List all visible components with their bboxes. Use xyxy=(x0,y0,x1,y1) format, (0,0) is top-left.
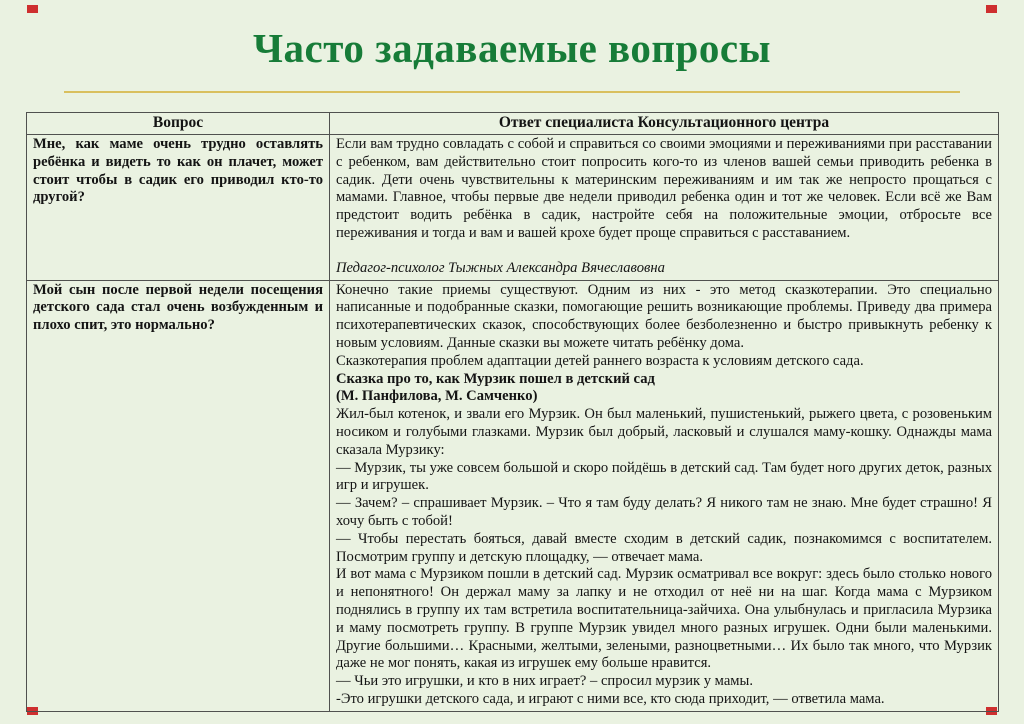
answer-paragraph: Сказкотерапия проблем адаптации детей раннего возраста к условиям детского сада. xyxy=(336,352,864,369)
answer-paragraph: -Это игрушки детского сада, и играют с ними все, кто сюда приходит, — ответила мама. xyxy=(336,690,885,707)
corner-marker xyxy=(27,5,38,13)
answer-cell xyxy=(330,280,999,711)
answer-paragraph: Если вам трудно совладать с собой и справиться со своими эмоциями и переживаниями при расставании с ребенком, вам действительно стоит попросить кого-то из членов вашей семьи приводить ребенка в садик. Дети очень чувствительны к материнским переживаниям и им так же непросто прощаться с мамами. Главное, чтобы первые две недели приводил ребенка один и тот же человек. Если всё же Вам предстоит водить ребёнка в садик, настройте себя на положительные эмоции, отбросьте все переживания и тогда и вам и вашей крохе будет проще справиться с расставанием. xyxy=(336,136,992,241)
table-row xyxy=(27,280,999,711)
faq-table xyxy=(26,112,999,712)
answer-paragraph: Конечно такие приемы существуют. Одним из них - это метод сказкотерапии. Это специально написанные и подобранные сказки, помогающие решить возникающие проблемы. Приведу два примера психотерапевтических сказок, способствующих более безболезненно и быстро привыкнуть ребенку к новым условиям. Данные сказки вы можете читать ребёнку дома. xyxy=(336,281,992,351)
table-header-row xyxy=(27,113,999,135)
column-header-answer: Ответ специалиста Консультационного центра xyxy=(330,113,999,135)
question-cell: Мой сын после первой недели посещения детского сада стал очень возбужденным и плохо спит, это нормально? xyxy=(27,280,330,711)
answer-cell xyxy=(330,135,999,281)
answer-paragraph: И вот мама с Мурзиком пошли в детский сад. Мурзик осматривал все вокруг: здесь было столько нового и непонятного! Он держал маму за лапку и не отходил от неё ни на шаг. Когда мама с Мурзиком поднялись в группу их там встретила воспитательница-зайчиха. Она улыбнулась и пригласила Мурзика и маму посмотреть группу. В группе Мурзик увидел много разных игрушек. Одни были маленькими. Другие большими… Красными, желтыми, зелеными, разноцветными… Их было так много, что Мурзик даже не мог понять, какая из игрушек ему больше нравится. xyxy=(336,566,992,672)
corner-marker xyxy=(986,5,997,13)
answer-paragraph: — Зачем? – спрашивает Мурзик. – Что я там буду делать? Я никого там не знаю. Мне будет страшно! Я хочу быть с тобой! xyxy=(336,495,992,529)
answer-paragraph: Сказка про то, как Мурзик пошел в детский сад xyxy=(336,370,655,387)
answer-paragraph: Педагог-психолог Тыжных Александра Вячеславовна xyxy=(336,259,665,276)
answer-paragraph: (М. Панфилова, М. Самченко) xyxy=(336,388,538,405)
page-title: Часто задаваемые вопросы xyxy=(252,25,772,71)
answer-paragraph: Жил-был котенок, и звали его Мурзик. Он был маленький, пушистенький, рыжего цвета, с розовеньким носиком и голубыми глазками. Мурзик был добрый, ласковый и слушался маму-кошку. Однажды мама сказала Мурзику: xyxy=(336,406,992,458)
column-header-question: Вопрос xyxy=(27,113,330,135)
answer-paragraph: — Чьи это игрушки, и кто в них играет? – спросил мурзик у мамы. xyxy=(336,673,753,690)
question-cell: Мне, как маме очень трудно оставлять ребёнка и видеть то как он плачет, может стоит чтобы в садик его приводил кто-то другой? xyxy=(27,135,330,281)
answer-paragraph: — Чтобы перестать бояться, давай вместе сходим в детский садик, познакомимся с воспитателем. Посмотрим группу и детскую площадку, — отвечает мама. xyxy=(336,530,992,565)
title-divider-line xyxy=(64,91,960,93)
table-row xyxy=(27,135,999,281)
answer-paragraph: — Мурзик, ты уже совсем большой и скоро пойдёшь в детский сад. Там будет ного других деток, разных игр и игрушек. xyxy=(336,459,992,494)
